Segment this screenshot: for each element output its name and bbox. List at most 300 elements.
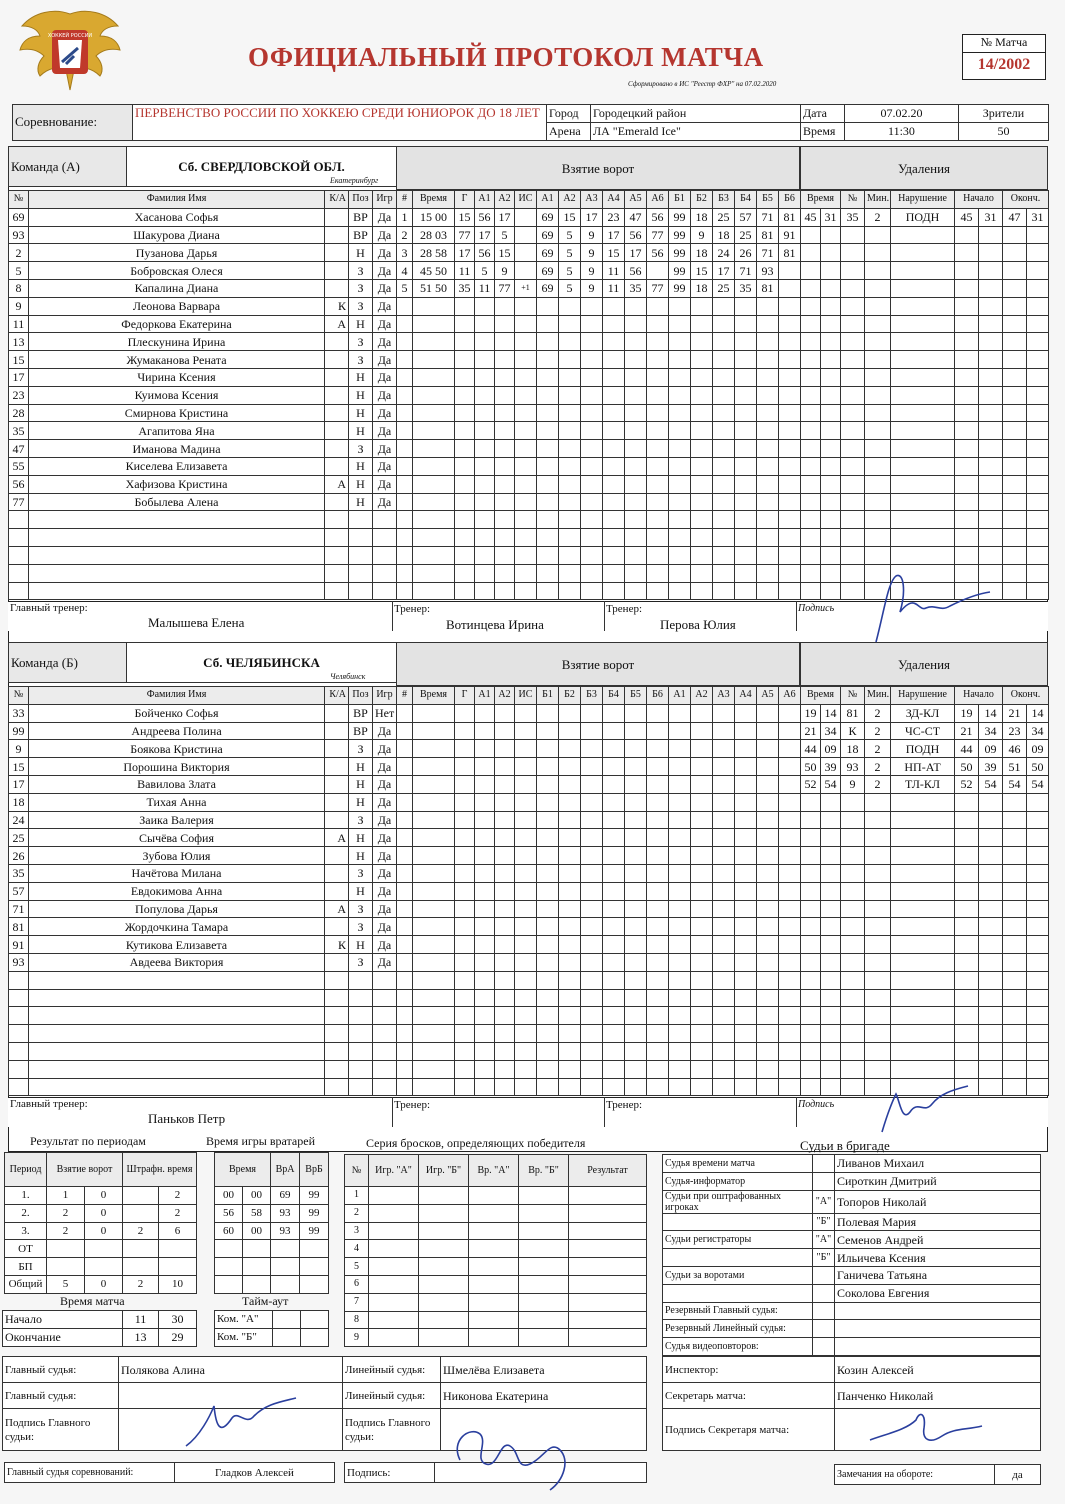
- period-cell: 0: [85, 1275, 123, 1293]
- goal-row: [397, 226, 801, 244]
- comp-ref-label: Главный судья соревнований:: [5, 1463, 175, 1483]
- roster-cell: Да: [373, 279, 397, 297]
- line-ref-label-1: Линейный судья:: [343, 1357, 441, 1383]
- shootout-no: 3: [345, 1222, 369, 1240]
- goal-col-header: Б4: [735, 191, 757, 209]
- goal-row: [397, 900, 801, 918]
- team_a-head-coach: Малышева Елена: [148, 615, 245, 631]
- roster-cell: З: [349, 918, 373, 936]
- roster-cell: 28: [9, 404, 29, 422]
- roster-cell: А: [325, 475, 349, 493]
- penalty-cell: 54: [979, 775, 1003, 793]
- goal-row: [397, 422, 801, 440]
- roster-cell: К: [325, 297, 349, 315]
- goal-cell: 9: [581, 226, 603, 244]
- fhr-logo: [14, 6, 126, 94]
- goal-cell: 5: [495, 226, 515, 244]
- penalty-row: [801, 936, 1049, 954]
- roster-row: [9, 829, 397, 847]
- goal-cell: 99: [669, 262, 691, 280]
- roster-cell: [325, 740, 349, 758]
- goal-row: [397, 511, 801, 529]
- referee-row: [663, 1213, 1041, 1231]
- roster-cell: Смирнова Кристина: [29, 404, 325, 422]
- penalty-cell: 34: [979, 722, 1003, 740]
- goal-row: [397, 971, 801, 989]
- roster-cell: Н: [349, 493, 373, 511]
- roster-row: [9, 811, 397, 829]
- goal-cell: 77: [647, 226, 669, 244]
- roster-cell: ВР: [349, 722, 373, 740]
- goalie-cell: 00: [243, 1187, 271, 1205]
- inspector-label: Инспектор:: [663, 1357, 835, 1383]
- roster-cell: Да: [373, 297, 397, 315]
- goal-cell: 25: [735, 226, 757, 244]
- period-cell: [85, 1258, 123, 1276]
- team_a-name: Сб. СВЕРДЛОВСКОЙ ОБЛ.: [127, 147, 397, 187]
- penalty-cell: 50: [1027, 758, 1049, 776]
- roster-cell: 13: [9, 333, 29, 351]
- penalty-row: [801, 244, 1049, 262]
- roster-cell: Вавилова Злата: [29, 775, 325, 793]
- roster-cell: К: [325, 936, 349, 954]
- goal-col-header: Б6: [647, 687, 669, 705]
- goal-row: [397, 811, 801, 829]
- goal-row: [397, 386, 801, 404]
- goalie-cell: 60: [215, 1222, 243, 1240]
- roster-row: [9, 564, 397, 582]
- goal-row: [397, 704, 801, 722]
- penalty-cell: 9: [841, 775, 865, 793]
- goalie-cell: 69: [271, 1187, 300, 1205]
- goal-col-header: ИС: [515, 687, 537, 705]
- penalty-row: [801, 262, 1049, 280]
- period-row: [5, 1275, 197, 1293]
- roster-cell: 93: [9, 953, 29, 971]
- roster-cell: Кутикова Елизавета: [29, 936, 325, 954]
- roster-cell: [325, 864, 349, 882]
- goal-cell: 9: [581, 244, 603, 262]
- team_b-city: Челябинск: [330, 672, 366, 681]
- goal-cell: 56: [475, 244, 495, 262]
- goal-cell: 81: [757, 226, 779, 244]
- goal-row: [397, 404, 801, 422]
- goal-cell: 99: [669, 279, 691, 297]
- goal-col-header: А2: [691, 687, 713, 705]
- penalty-row: [801, 404, 1049, 422]
- signature-comp-ref: [440, 1420, 590, 1500]
- team_b-coach-label-2: Тренер:: [606, 1099, 643, 1112]
- period-cell: 6: [159, 1222, 197, 1240]
- goalie-col-b: ВрБ: [300, 1153, 329, 1187]
- remarks-label: Замечания на обороте:: [835, 1465, 995, 1485]
- roster-row: [9, 1078, 397, 1096]
- penalty-row: [801, 829, 1049, 847]
- goal-col-header: Б1: [537, 687, 559, 705]
- goal-row: [397, 279, 801, 297]
- penalty-cell: 19: [955, 704, 979, 722]
- signature-coach-a: [866, 572, 996, 652]
- referee-role: Судьи регистраторы: [663, 1231, 813, 1249]
- roster-row: [9, 422, 397, 440]
- roster-cell: 93: [9, 226, 29, 244]
- goal-cell: 99: [669, 226, 691, 244]
- shootout-col: Игр. "Б": [419, 1155, 469, 1187]
- roster-cell: 17: [9, 775, 29, 793]
- goal-col-header: А1: [669, 687, 691, 705]
- shootout-no: 2: [345, 1204, 369, 1222]
- roster-cell: Да: [373, 368, 397, 386]
- roster-row: [9, 208, 397, 226]
- penalty-row: [801, 493, 1049, 511]
- goalie-cell: 99: [300, 1187, 329, 1205]
- roster-cell: Н: [349, 244, 373, 262]
- penalty-row: [801, 351, 1049, 369]
- goal-cell: 71: [757, 244, 779, 262]
- penalty-row: [801, 208, 1049, 226]
- goal-cell: 1: [397, 208, 413, 226]
- roster-cell: Евдокимова Анна: [29, 882, 325, 900]
- penalty-row: [801, 333, 1049, 351]
- goal-cell: 18: [691, 244, 713, 262]
- period-cell: 1.: [5, 1187, 47, 1205]
- roster-row: [9, 404, 397, 422]
- roster-cell: [325, 386, 349, 404]
- goal-cell: 35: [455, 279, 475, 297]
- date-value: 07.02.20: [845, 105, 959, 123]
- referee-team: [813, 1338, 835, 1356]
- inspector: Козин Алексей: [835, 1357, 1041, 1383]
- time-label: Время: [801, 122, 845, 140]
- penalty-cell: ПОДН: [891, 208, 955, 226]
- roster-cell: Н: [349, 368, 373, 386]
- timeout-title: Тайм-аут: [242, 1294, 289, 1308]
- goal-col-header: Б1: [669, 191, 691, 209]
- penalty-row: [801, 422, 1049, 440]
- periods-col-goals: Взятие ворот: [47, 1153, 123, 1187]
- penalty-row: [801, 722, 1049, 740]
- period-cell: 2: [159, 1204, 197, 1222]
- goal-cell: +1: [515, 279, 537, 297]
- goal-cell: 15: [455, 208, 475, 226]
- period-cell: 2.: [5, 1204, 47, 1222]
- roster-cell: З: [349, 279, 373, 297]
- roster-cell: Чирина Ксения: [29, 368, 325, 386]
- roster-cell: Леонова Варвара: [29, 297, 325, 315]
- roster-cell: 5: [9, 262, 29, 280]
- goal-col-header: А2: [559, 191, 581, 209]
- penalty-row: [801, 529, 1049, 547]
- goal-cell: [515, 226, 537, 244]
- penalty-row: [801, 989, 1049, 1007]
- penalty-cell: 93: [841, 758, 865, 776]
- referee-row: [663, 1155, 1041, 1173]
- goal-row: [397, 864, 801, 882]
- roster-cell: Да: [373, 404, 397, 422]
- goal-col-header: ИС: [515, 191, 537, 209]
- goal-cell: [515, 208, 537, 226]
- period-cell: 0: [85, 1222, 123, 1240]
- roster-cell: Бойченко Софья: [29, 704, 325, 722]
- shootout-no: 9: [345, 1329, 369, 1347]
- goal-col-header: Время: [413, 191, 455, 209]
- goal-cell: [779, 262, 801, 280]
- roster-cell: Киселева Елизавета: [29, 457, 325, 475]
- roster-row: [9, 793, 397, 811]
- periods-table: [4, 1152, 197, 1294]
- goal-row: [397, 740, 801, 758]
- roster-cell: А: [325, 900, 349, 918]
- referee-team: [813, 1172, 835, 1190]
- goal-sec: 50: [435, 263, 447, 278]
- team_a-label: Команда (А): [9, 147, 127, 187]
- goal-cell: 93: [757, 262, 779, 280]
- referee-role: [663, 1213, 813, 1231]
- team_a-penalties-table: [800, 190, 1049, 600]
- roster-row: [9, 457, 397, 475]
- penalty-row: [801, 864, 1049, 882]
- penalty-row: [801, 793, 1049, 811]
- roster-cell: Бобылева Алена: [29, 493, 325, 511]
- page-subtitle: Сформировано в ИС "Реестр ФХР" на 07.02.2020: [628, 80, 777, 88]
- referee-row: [663, 1172, 1041, 1190]
- roster-cell: Да: [373, 722, 397, 740]
- roster-cell: А: [325, 315, 349, 333]
- goal-row: [397, 775, 801, 793]
- goalie-row: [215, 1240, 329, 1258]
- penalty-cell: 31: [821, 208, 841, 226]
- referee-name: [835, 1320, 1041, 1338]
- penalty-cell: 35: [841, 208, 865, 226]
- penalty-cell: ПОДН: [891, 740, 955, 758]
- roster-cell: 15: [9, 351, 29, 369]
- referee-role: Судья-информатор: [663, 1172, 813, 1190]
- penalty-cell: 51: [1003, 758, 1027, 776]
- roster-cell: [325, 758, 349, 776]
- date-label: Дата: [801, 105, 845, 123]
- roster-cell: 8: [9, 279, 29, 297]
- pen-col-no: №: [841, 191, 865, 209]
- penalty-cell: 54: [1003, 775, 1027, 793]
- roster-cell: 77: [9, 493, 29, 511]
- roster-cell: Да: [373, 351, 397, 369]
- goal-row: [397, 582, 801, 600]
- goal-row: [397, 936, 801, 954]
- pen-col-foul: Нарушение: [891, 191, 955, 209]
- goalie-col-time: Время: [215, 1153, 271, 1187]
- referee-role: [663, 1284, 813, 1302]
- roster-cell: [325, 457, 349, 475]
- goal-col-header: Б3: [713, 191, 735, 209]
- roster-cell: Да: [373, 864, 397, 882]
- goal-cell: 9: [691, 226, 713, 244]
- roster-cell: Н: [349, 793, 373, 811]
- penalty-row: [801, 279, 1049, 297]
- referee-name: Сироткин Дмитрий: [835, 1172, 1041, 1190]
- shootout-row: [345, 1222, 647, 1240]
- roster-cell: Да: [373, 900, 397, 918]
- roster-cell: 81: [9, 918, 29, 936]
- roster-cell: 35: [9, 422, 29, 440]
- goal-cell: [647, 262, 669, 280]
- shootout-row: [345, 1329, 647, 1347]
- shootout-title: Серия бросков, определяющих победителя: [366, 1136, 586, 1150]
- referees-table: [662, 1154, 1041, 1356]
- roster-cell: [325, 493, 349, 511]
- roster-row: [9, 440, 397, 458]
- goal-row: [397, 208, 801, 226]
- penalty-row: [801, 811, 1049, 829]
- roster-cell: ВР: [349, 208, 373, 226]
- penalty-cell: 21: [955, 722, 979, 740]
- goal-cell: 25: [713, 279, 735, 297]
- referee-name: Семенов Андрей: [835, 1231, 1041, 1249]
- roster-row: [9, 386, 397, 404]
- roster-col-play: Игр: [373, 687, 397, 705]
- goal-row: [397, 793, 801, 811]
- goal-cell: 77: [647, 279, 669, 297]
- roster-row: [9, 546, 397, 564]
- goalie-cell: 93: [271, 1222, 300, 1240]
- roster-col-no: №: [9, 687, 29, 705]
- penalty-cell: 09: [979, 740, 1003, 758]
- roster-cell: [325, 847, 349, 865]
- penalty-cell: 34: [821, 722, 841, 740]
- roster-cell: Начётова Милана: [29, 864, 325, 882]
- roster-cell: Н: [349, 758, 373, 776]
- roster-cell: 91: [9, 936, 29, 954]
- roster-cell: Боякова Кристина: [29, 740, 325, 758]
- team_a-coach-2: Перова Юлия: [660, 617, 736, 633]
- roster-cell: Авдеева Виктория: [29, 953, 325, 971]
- goal-cell: 99: [669, 208, 691, 226]
- team_b-label: Команда (Б): [9, 643, 127, 683]
- main-ref-1: Полякова Алина: [119, 1357, 343, 1383]
- roster-cell: 35: [9, 864, 29, 882]
- roster-cell: ВР: [349, 704, 373, 722]
- team_a-head-coach-label: Главный тренер:: [10, 602, 88, 615]
- penalty-cell: 44: [801, 740, 821, 758]
- goal-col-header: #: [397, 191, 413, 209]
- roster-cell: 47: [9, 440, 29, 458]
- roster-cell: [325, 775, 349, 793]
- goal-cell: 2: [397, 226, 413, 244]
- roster-row: [9, 704, 397, 722]
- period-cell: БП: [5, 1258, 47, 1276]
- roster-cell: Да: [373, 953, 397, 971]
- roster-cell: 25: [9, 829, 29, 847]
- goal-cell: 15: [559, 208, 581, 226]
- pen-col-time: Время: [801, 191, 841, 209]
- goal-min: 45: [420, 263, 432, 278]
- period-cell: 2: [123, 1275, 159, 1293]
- roster-cell: Да: [373, 775, 397, 793]
- goalie-cell: 93: [271, 1204, 300, 1222]
- periods-col-pim: Штрафн. время: [123, 1153, 197, 1187]
- roster-cell: Куимова Ксения: [29, 386, 325, 404]
- start-label: Начало: [3, 1311, 123, 1329]
- period-cell: [159, 1240, 197, 1258]
- goal-row: [397, 564, 801, 582]
- goal-cell: 56: [475, 208, 495, 226]
- secretary-label: Секретарь матча:: [663, 1383, 835, 1409]
- shootout-no: 8: [345, 1311, 369, 1329]
- referee-role: Резервный Линейный судья:: [663, 1320, 813, 1338]
- roster-cell: 24: [9, 811, 29, 829]
- goal-cell: 5: [475, 262, 495, 280]
- roster-cell: Жумаканова Рената: [29, 351, 325, 369]
- roster-cell: Н: [349, 847, 373, 865]
- goal-col-header: А1: [475, 687, 495, 705]
- shootout-col: Вр. "Б": [519, 1155, 569, 1187]
- goal-col-header: Б3: [581, 687, 603, 705]
- penalty-cell: 54: [821, 775, 841, 793]
- roster-row: [9, 511, 397, 529]
- roster-cell: [325, 404, 349, 422]
- roster-cell: Тихая Анна: [29, 793, 325, 811]
- penalty-cell: 2: [865, 722, 891, 740]
- roster-cell: 11: [9, 315, 29, 333]
- referee-name: Полевая Мария: [835, 1213, 1041, 1231]
- goal-row: [397, 847, 801, 865]
- penalty-cell: 19: [801, 704, 821, 722]
- period-cell: [123, 1258, 159, 1276]
- team_a-coach-label-1: Тренер:: [394, 603, 431, 616]
- goal-cell: 18: [691, 279, 713, 297]
- roster-col-no: №: [9, 191, 29, 209]
- goal-col-header: Г: [455, 191, 475, 209]
- shootout-table: [344, 1154, 647, 1347]
- goal-cell: 69: [537, 208, 559, 226]
- referee-row: [663, 1190, 1041, 1213]
- roster-cell: Капалина Диана: [29, 279, 325, 297]
- team_b-goals-title: Взятие ворот: [396, 642, 800, 686]
- goal-sec: 03: [435, 227, 447, 242]
- penalty-cell: 39: [821, 758, 841, 776]
- spectators-value: 50: [959, 122, 1049, 140]
- goal-cell: 17: [581, 208, 603, 226]
- roster-cell: Да: [373, 811, 397, 829]
- roster-cell: Популова Дарья: [29, 900, 325, 918]
- competition-ref-table: [4, 1462, 335, 1483]
- roster-cell: Иманова Мадина: [29, 440, 325, 458]
- goalie-cell: 99: [300, 1204, 329, 1222]
- roster-cell: [325, 704, 349, 722]
- goal-row: [397, 758, 801, 776]
- goal-cell: 69: [537, 226, 559, 244]
- referee-name: [835, 1302, 1041, 1320]
- roster-cell: Н: [349, 315, 373, 333]
- penalty-cell: 54: [1027, 775, 1049, 793]
- end-label: Окончание: [3, 1328, 123, 1346]
- goal-col-header: А6: [779, 687, 801, 705]
- logo-text: ХОККЕЙ РОССИИ: [47, 33, 93, 39]
- roster-row: [9, 775, 397, 793]
- penalty-cell: 50: [955, 758, 979, 776]
- period-row: [5, 1222, 197, 1240]
- team_b-goals-table: [396, 686, 801, 1096]
- roster-cell: Порошина Виктория: [29, 758, 325, 776]
- roster-cell: [325, 722, 349, 740]
- goal-min: 28: [420, 227, 432, 242]
- roster-cell: Н: [349, 404, 373, 422]
- penalty-cell: 34: [1027, 722, 1049, 740]
- goal-row: [397, 529, 801, 547]
- goal-col-header: Г: [455, 687, 475, 705]
- shootout-no: 6: [345, 1275, 369, 1293]
- penalty-cell: 2: [865, 704, 891, 722]
- penalty-cell: 14: [979, 704, 1003, 722]
